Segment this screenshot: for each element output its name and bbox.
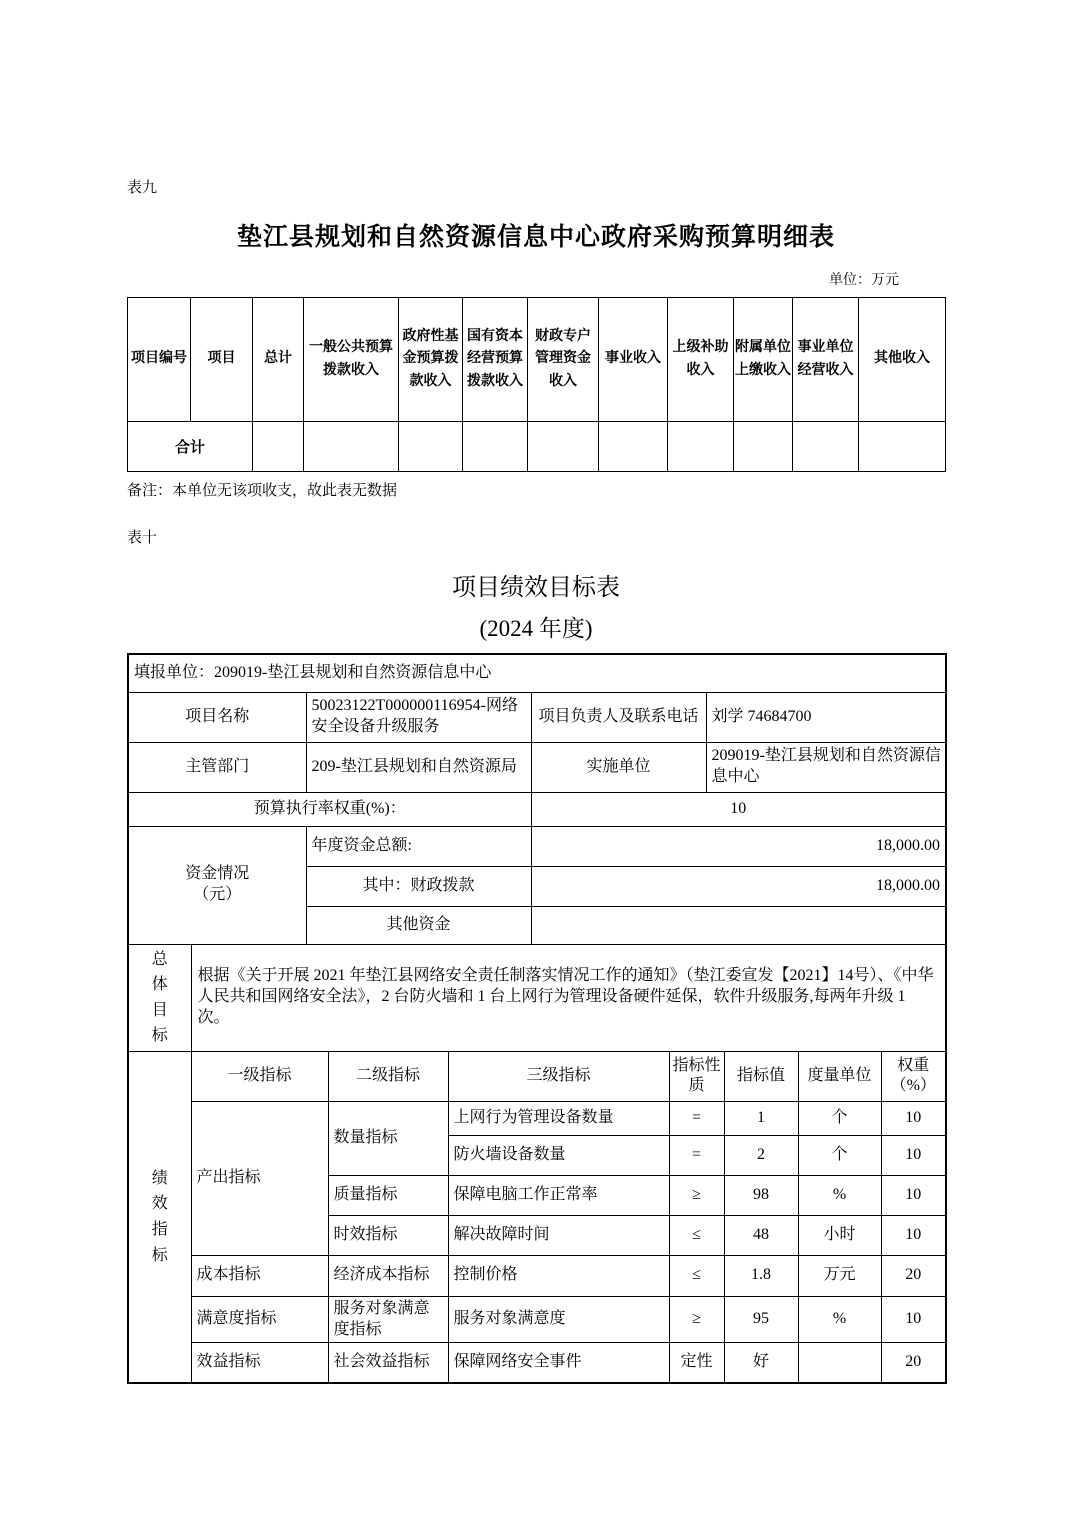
cell-level3: 保障网络安全事件 [448,1343,669,1383]
contact-label: 项目负责人及联系电话 [531,692,706,742]
total-empty-cell [859,422,946,472]
indicator-row [128,1101,946,1135]
project-name-row [128,692,946,742]
hdr-level2: 二级指标 [328,1051,448,1101]
table10-label: 表十 [127,530,158,546]
project-name-label: 项目名称 [128,692,306,742]
total-empty-cell [599,422,668,472]
hdr-level3: 三级指标 [448,1051,669,1101]
cell-weight: 10 [881,1215,946,1255]
cell-weight: 10 [881,1135,946,1175]
cell-value: 好 [724,1343,798,1383]
cell-nature: ≤ [669,1215,724,1255]
cell-unit: 万元 [798,1255,881,1296]
cell-weight: 20 [881,1255,946,1296]
col-institution-income: 事业收入 [599,298,668,422]
cell-unit: % [798,1175,881,1215]
impl-value: 209019-垫江县规划和自然资源信息中心 [706,742,946,792]
cell-unit: 个 [798,1101,881,1135]
funds-other-value [531,906,946,944]
cell-value: 1 [724,1101,798,1135]
budget-exec-label: 预算执行率权重(%)： [128,792,531,826]
dept-value: 209-垫江县规划和自然资源局 [306,742,531,792]
cell-weight: 10 [881,1175,946,1215]
reporting-unit-row [128,654,946,692]
cell-value: 2 [724,1135,798,1175]
col-general-public-budget: 一般公共预算拨款收入 [304,298,399,422]
cell-level3: 上网行为管理设备数量 [448,1101,669,1135]
remark-note: 备注：本单位无该项收支，故此表无数据 [127,483,398,499]
table9-label: 表九 [127,180,158,196]
cell-nature: = [669,1135,724,1175]
total-label-cell: 合计 [128,422,253,472]
cell-level2: 时效指标 [328,1215,448,1255]
cell-level1: 效益指标 [191,1343,328,1383]
total-empty-cell [793,422,859,472]
budget-table [127,297,946,472]
col-institution-operating: 事业单位经营收入 [793,298,859,422]
department-row [128,742,946,792]
funds-label-line1: 资金情况 [185,865,250,883]
col-affiliate-remit: 附属单位上缴收入 [734,298,793,422]
cell-level1: 成本指标 [191,1255,328,1296]
cell-nature: = [669,1101,724,1135]
col-state-capital-budget: 国有资本经营预算拨款收入 [463,298,528,422]
col-project: 项目 [191,298,253,422]
impl-label: 实施单位 [531,742,706,792]
funds-row-annual [128,826,946,866]
cell-nature: ≤ [669,1255,724,1296]
funds-fiscal-label: 其中：财政拨款 [306,866,531,906]
budget-total-row [128,422,946,472]
funds-label [128,826,306,944]
cell-nature: 定性 [669,1343,724,1383]
cell-value: 98 [724,1175,798,1215]
total-empty-cell [528,422,599,472]
funds-annual-value: 18,000.00 [531,826,946,866]
indicator-row [128,1296,946,1343]
funds-fiscal-value: 18,000.00 [531,866,946,906]
hdr-nature: 指标性质 [669,1051,724,1101]
cell-level3: 控制价格 [448,1255,669,1296]
cell-level2: 数量指标 [328,1101,448,1175]
indicator-header-row [128,1051,946,1101]
col-project-id: 项目编号 [128,298,191,422]
indicator-row [128,1343,946,1383]
hdr-value: 指标值 [724,1051,798,1101]
overall-goal-text: 根据《关于开展 2021 年垫江县网络安全责任制落实情况工作的通知》（垫江委宣发【2021】14号）、《中华人民共和国网络安全法》，2 台防火墙和 1 台上网行为管理设备硬件延保，软件升级服务,每两年升级 1 次。 [191,944,946,1051]
cell-level2: 经济成本指标 [328,1255,448,1296]
indicator-row [128,1255,946,1296]
document-page [127,0,945,1384]
cell-value: 48 [724,1215,798,1255]
cell-nature: ≥ [669,1296,724,1343]
cell-level2: 质量指标 [328,1175,448,1215]
budget-exec-value: 10 [531,792,946,826]
cell-level3: 解决故障时间 [448,1215,669,1255]
budget-header-row [128,298,946,422]
reporting-unit-cell: 填报单位：209019-垫江县规划和自然资源信息中心 [128,654,946,692]
col-other-income: 其他收入 [859,298,946,422]
cell-weight: 20 [881,1343,946,1383]
table10-title: 项目绩效目标表 [452,575,620,601]
cell-nature: ≥ [669,1175,724,1215]
total-empty-cell [668,422,734,472]
table9-title: 垫江县规划和自然资源信息中心政府采购预算明细表 [236,224,835,251]
cell-value: 95 [724,1296,798,1343]
total-empty-cell [734,422,793,472]
cell-unit: % [798,1296,881,1343]
total-empty-cell [463,422,528,472]
funds-annual-label: 年度资金总额: [306,826,531,866]
hdr-level1: 一级指标 [191,1051,328,1101]
table10-subtitle: (2024 年度) [479,616,593,641]
funds-label-line2: （元） [193,886,242,903]
dept-label: 主管部门 [128,742,306,792]
hdr-unit: 度量单位 [798,1051,881,1101]
indicators-label: 绩效指标 [128,1051,191,1383]
performance-table [127,653,947,1384]
col-total: 总计 [253,298,304,422]
project-name-value: 50023122T000000116954-网络安全设备升级服务 [306,692,531,742]
cell-level3: 防火墙设备数量 [448,1135,669,1175]
cell-level2: 社会效益指标 [328,1343,448,1383]
cell-unit: 个 [798,1135,881,1175]
cell-value: 1.8 [724,1255,798,1296]
budget-exec-row [128,792,946,826]
cell-level2: 服务对象满意度指标 [328,1296,448,1343]
funds-other-label: 其他资金 [306,906,531,944]
col-gov-fund-budget: 政府性基金预算拨款收入 [399,298,463,422]
cell-level1: 产出指标 [191,1101,328,1255]
total-empty-cell [399,422,463,472]
cell-weight: 10 [881,1101,946,1135]
hdr-weight: 权重（%） [881,1051,946,1101]
col-fiscal-account-funds: 财政专户管理资金收入 [528,298,599,422]
total-empty-cell [304,422,399,472]
col-superior-subsidy: 上级补助收入 [668,298,734,422]
overall-goal-label: 总体目标 [128,944,191,1051]
cell-level3: 保障电脑工作正常率 [448,1175,669,1215]
unit-note: 单位：万元 [829,273,899,288]
cell-level1: 满意度指标 [191,1296,328,1343]
cell-weight: 10 [881,1296,946,1343]
total-empty-cell [253,422,304,472]
cell-level3: 服务对象满意度 [448,1296,669,1343]
cell-unit: 小时 [798,1215,881,1255]
cell-unit [798,1343,881,1383]
overall-goal-row [128,944,946,1051]
contact-value: 刘学 74684700 [706,692,946,742]
